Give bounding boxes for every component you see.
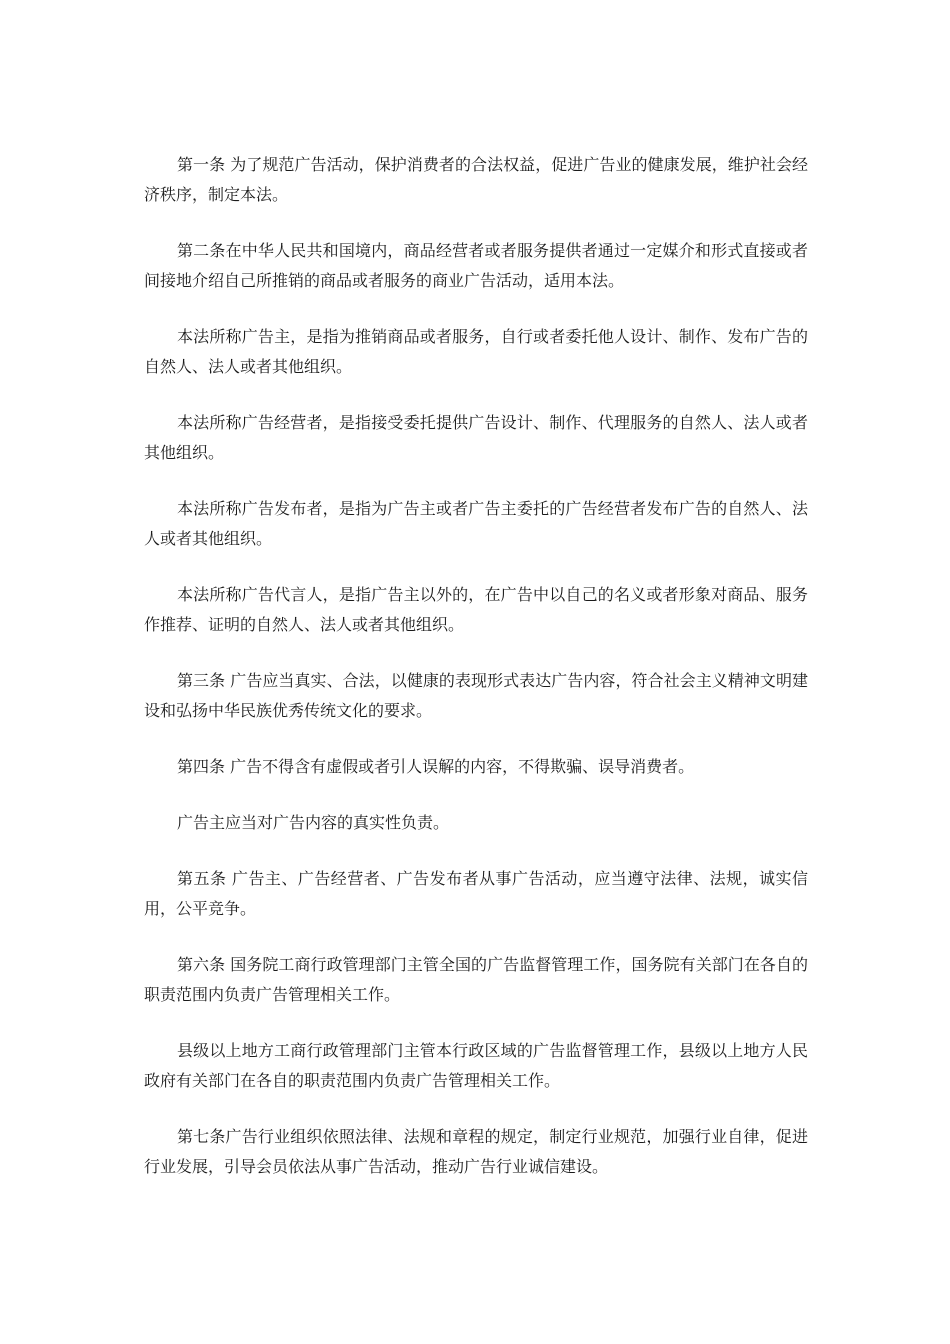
paragraph-local-administration: 县级以上地方工商行政管理部门主管本行政区域的广告监督管理工作，县级以上地方人民政府有关部门在各自的职责范围内负责广告管理相关工作。 <box>144 1041 808 1090</box>
document-body <box>144 150 808 1208</box>
paragraph-ad-endorser-definition: 本法所称广告代言人，是指广告主以外的，在广告中以自己的名义或者形象对商品、服务作推荐、证明的自然人、法人或者其他组织。 <box>144 585 808 634</box>
paragraph-article-7: 第七条广告行业组织依照法律、法规和章程的规定，制定行业规范，加强行业自律，促进行业发展，引导会员依法从事广告活动，推动广告行业诚信建设。 <box>144 1127 808 1176</box>
paragraph-article-2: 第二条在中华人民共和国境内，商品经营者或者服务提供者通过一定媒介和形式直接或者间接地介绍自己所推销的商品或者服务的商业广告活动，适用本法。 <box>144 241 808 290</box>
paragraph-advertiser-definition: 本法所称广告主，是指为推销商品或者服务，自行或者委托他人设计、制作、发布广告的自然人、法人或者其他组织。 <box>144 327 808 376</box>
paragraph-ad-publisher-definition: 本法所称广告发布者，是指为广告主或者广告主委托的广告经营者发布广告的自然人、法人或者其他组织。 <box>144 499 808 548</box>
paragraph-article-3: 第三条 广告应当真实、合法，以健康的表现形式表达广告内容，符合社会主义精神文明建设和弘扬中华民族优秀传统文化的要求。 <box>144 671 808 720</box>
paragraph-advertiser-responsibility: 广告主应当对广告内容的真实性负责。 <box>177 813 450 832</box>
paragraph-article-5: 第五条 广告主、广告经营者、广告发布者从事广告活动，应当遵守法律、法规，诚实信用，公平竞争。 <box>144 869 808 918</box>
paragraph-article-6: 第六条 国务院工商行政管理部门主管全国的广告监督管理工作，国务院有关部门在各自的职责范围内负责广告管理相关工作。 <box>144 955 808 1004</box>
paragraph-ad-operator-definition: 本法所称广告经营者，是指接受委托提供广告设计、制作、代理服务的自然人、法人或者其他组织。 <box>144 413 808 462</box>
paragraph-article-4: 第四条 广告不得含有虚假或者引人误解的内容，不得欺骗、误导消费者。 <box>177 757 695 776</box>
paragraph-article-1: 第一条 为了规范广告活动，保护消费者的合法权益，促进广告业的健康发展，维护社会经济秩序，制定本法。 <box>144 155 808 204</box>
